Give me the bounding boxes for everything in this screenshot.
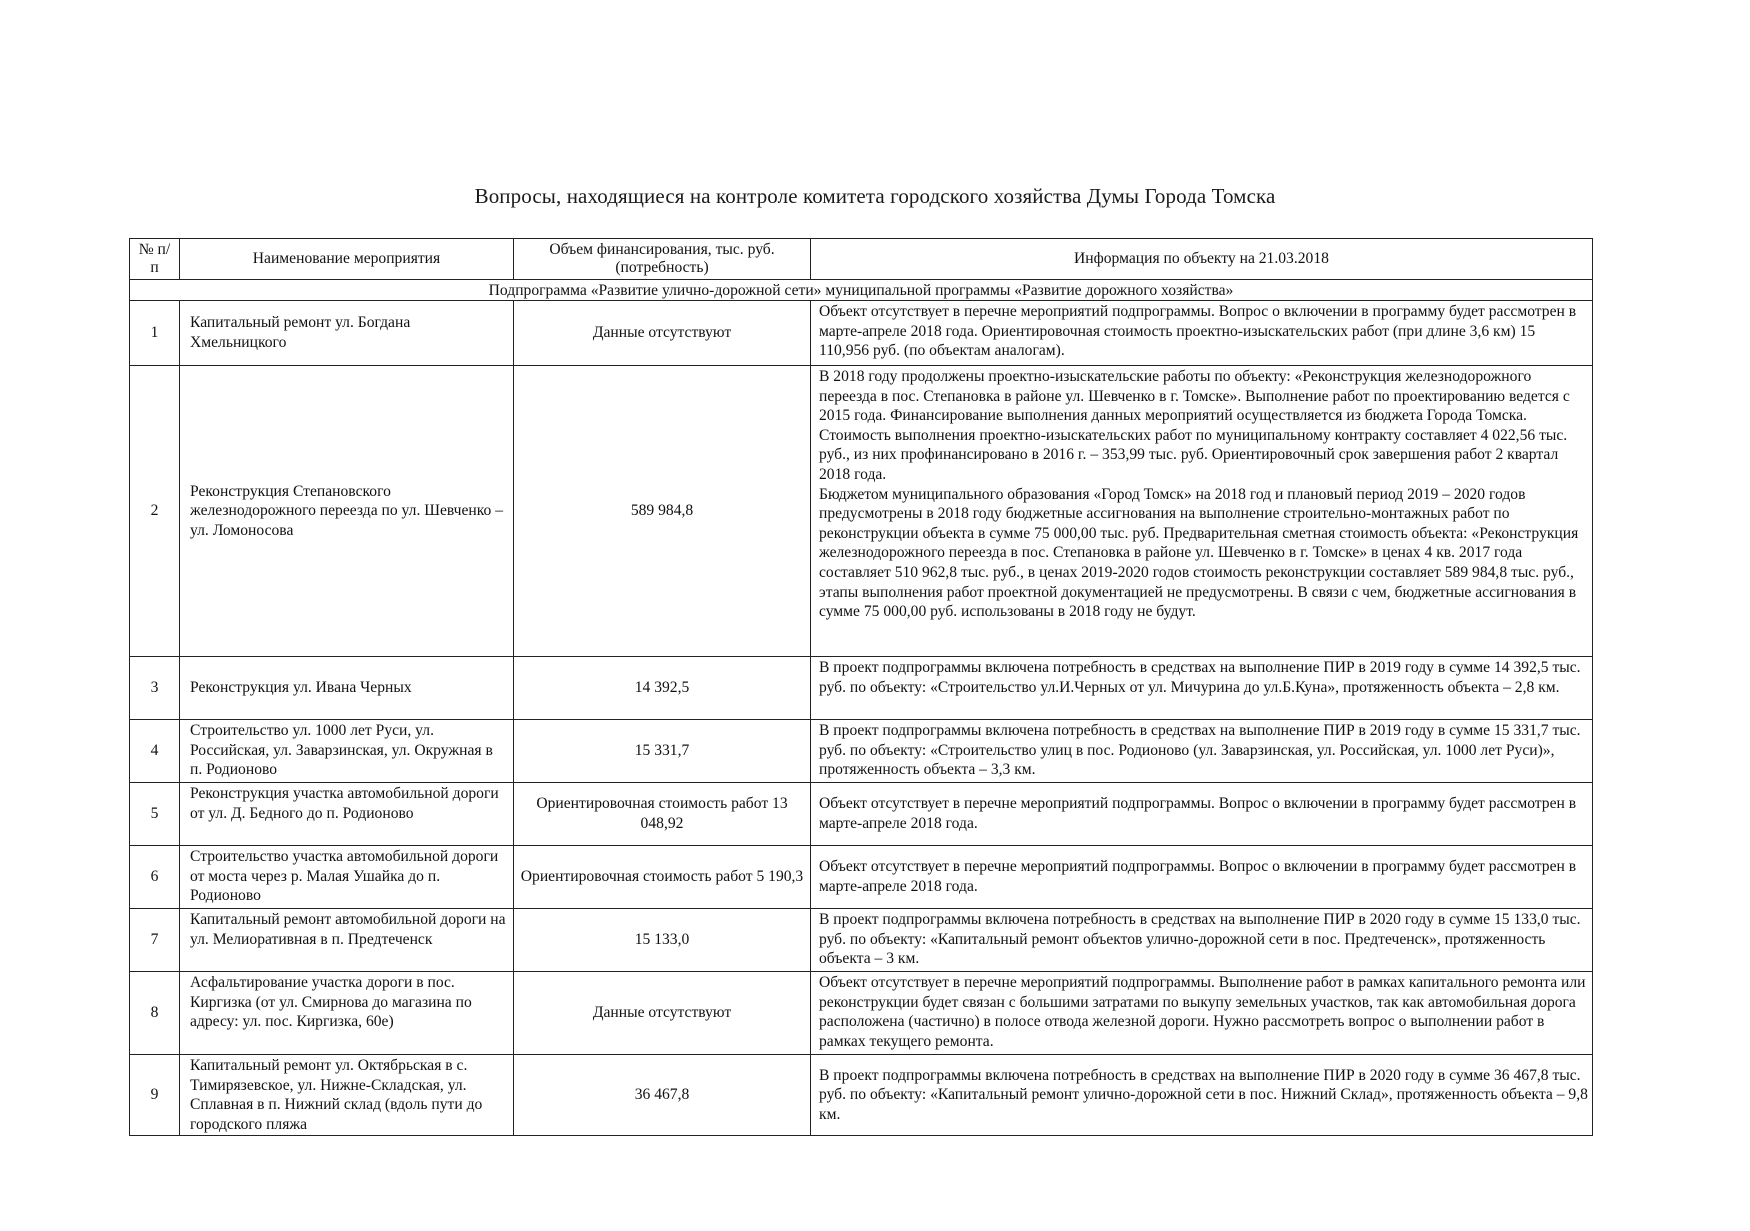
row-name: Капитальный ремонт автомобильной дороги на ул. Мелиоративная в п. Предтеченск [180,909,514,972]
row-num: 8 [130,972,180,1055]
row-volume: Данные отсутствуют [514,972,811,1055]
row-num: 3 [130,657,180,720]
row-num: 9 [130,1055,180,1136]
table-header-row [130,239,1593,280]
row-name: Реконструкция участка автомобильной дороги от ул. Д. Бедного до п. Родионово [180,783,514,846]
row-info: Объект отсутствует в перечне мероприятий подпрограммы. Вопрос о включении в программу будет рассмотрен в марте-апреле 2018 года. [811,783,1593,846]
row-info [811,366,1593,657]
row-info-paragraph: В 2018 году продолжены проектно-изыскательские работы по объекту: «Реконструкция железнодорожного переезда в пос. Степановка в районе ул. Шевченко в г. Томске». Выполнение работ по проектированию ведется с 2015 года. Финансирование выполнения данных мероприятий осуществляется из бюджета Города Томска. Стоимость выполнения проектно-изыскательских работ по муниципальному контракту составляет 4 022,56 тыс. руб., из них профинансировано в 2016 г. – 353,99 тыс. руб. Ориентировочный срок завершения работ 2 квартал 2018 года. [819,368,1570,483]
table-row [130,720,1593,783]
row-volume: Ориентировочная стоимость работ 5 190,3 [514,846,811,909]
table-row [130,657,1593,720]
row-volume: 589 984,8 [514,366,811,657]
table-row [130,909,1593,972]
row-volume: Ориентировочная стоимость работ 13 048,92 [514,783,811,846]
row-info: В проект подпрограммы включена потребность в средствах на выполнение ПИР в 2020 году в сумме 36 467,8 тыс. руб. по объекту: «Капитальный ремонт улично-дорожной сети в пос. Нижний Склад», протяженность объекта – 9,8 км. [811,1055,1593,1136]
row-name: Строительство участка автомобильной дороги от моста через р. Малая Ушайка до п. Родионово [180,846,514,909]
row-num: 7 [130,909,180,972]
section-header-row [130,280,1593,301]
row-name: Реконструкция ул. Ивана Черных [180,657,514,720]
row-name: Реконструкция Степановского железнодорожного переезда по ул. Шевченко – ул. Ломоносова [180,366,514,657]
row-num: 6 [130,846,180,909]
page-title: Вопросы, находящиеся на контроле комитета городского хозяйства Думы Города Томска [474,184,1276,208]
row-info: В проект подпрограммы включена потребность в средствах на выполнение ПИР в 2019 году в сумме 15 331,7 тыс. руб. по объекту: «Строительство улиц в пос. Родионово (ул. Заварзинская, ул. Российская, ул. 1000 лет Руси)», протяженность объекта – 3,3 км. [811,720,1593,783]
header-name: Наименование мероприятия [180,239,514,280]
row-info-paragraph: Бюджетом муниципального образования «Город Томск» на 2018 год и плановый период 2019 – 2020 годов предусмотрены в 2018 году бюджетные ассигнования на выполнение строительно-монтажных работ по реконструкции объекта в сумме 75 000,00 тыс. руб. Предварительная сметная стоимость объекта: «Реконструкция железнодорожного переезда в пос. Степановка в районе ул. Шевченко в г. Томске» в ценах 4 кв. 2017 года составляет 510 962,8 тыс. руб., в ценах 2019-2020 годов стоимость реконструкции составляет 589 984,8 тыс. руб., этапы выполнения работ проектной документацией не предусмотрены. В связи с чем, бюджетные ассигнования в сумме 75 000,00 руб. использованы в 2018 году не будут. [819,485,1579,621]
row-num: 4 [130,720,180,783]
row-info: В проект подпрограммы включена потребность в средствах на выполнение ПИР в 2019 году в сумме 14 392,5 тыс. руб. по объекту: «Строительство ул.И.Черных от ул. Мичурина до ул.Б.Куна», протяженность объекта – 2,8 км. [811,657,1593,720]
row-name: Капитальный ремонт ул. Богдана Хмельницкого [180,301,514,366]
row-info: Объект отсутствует в перечне мероприятий подпрограммы. Вопрос о включении в программу будет рассмотрен в марте-апреле 2018 года. [811,846,1593,909]
row-num: 5 [130,783,180,846]
row-num: 1 [130,301,180,366]
table-row [130,846,1593,909]
row-num: 2 [130,366,180,657]
control-issues-table [129,238,1593,1136]
header-volume: Объем финансирования, тыс. руб. (потребность) [514,239,811,280]
row-volume: 14 392,5 [514,657,811,720]
table-row [130,1055,1593,1136]
row-name: Строительство ул. 1000 лет Руси, ул. Российская, ул. Заварзинская, ул. Окружная в п. Родионово [180,720,514,783]
header-info: Информация по объекту на 21.03.2018 [811,239,1593,280]
section-header: Подпрограмма «Развитие улично-дорожной сети» муниципальной программы «Развитие дорожного хозяйства» [130,280,1593,301]
row-info: Объект отсутствует в перечне мероприятий подпрограммы. Выполнение работ в рамках капитального ремонта или реконструкции будет связан с большими затратами по выкупу земельных участков, так как автомобильная дорога расположена (частично) в полосе отвода железной дороги. Нужно рассмотреть вопрос о выполнении работ в рамках текущего ремонта. [811,972,1593,1055]
table-row [130,783,1593,846]
table-row [130,972,1593,1055]
row-volume: 36 467,8 [514,1055,811,1136]
row-volume: 15 133,0 [514,909,811,972]
row-info: Объект отсутствует в перечне мероприятий подпрограммы. Вопрос о включении в программу будет рассмотрен в марте-апреле 2018 года. Ориентировочная стоимость проектно-изыскательских работ (при длине 3,6 км) 15 110,956 руб. (по объектам аналогам). [811,301,1593,366]
table-row [130,301,1593,366]
header-num: № п/п [130,239,180,280]
row-info: В проект подпрограммы включена потребность в средствах на выполнение ПИР в 2020 году в сумме 15 133,0 тыс. руб. по объекту: «Капитальный ремонт объектов улично-дорожной сети в пос. Предтеченск», протяженность объекта – 3 км. [811,909,1593,972]
row-volume: 15 331,7 [514,720,811,783]
table-row [130,366,1593,657]
row-name: Капитальный ремонт ул. Октябрьская в с. Тимирязевское, ул. Нижне-Складская, ул. Сплавная в п. Нижний склад (вдоль пути до городского пляжа [180,1055,514,1136]
row-volume: Данные отсутствуют [514,301,811,366]
row-name: Асфальтирование участка дороги в пос. Киргизка (от ул. Смирнова до магазина по адресу: ул. пос. Киргизка, 60е) [180,972,514,1055]
